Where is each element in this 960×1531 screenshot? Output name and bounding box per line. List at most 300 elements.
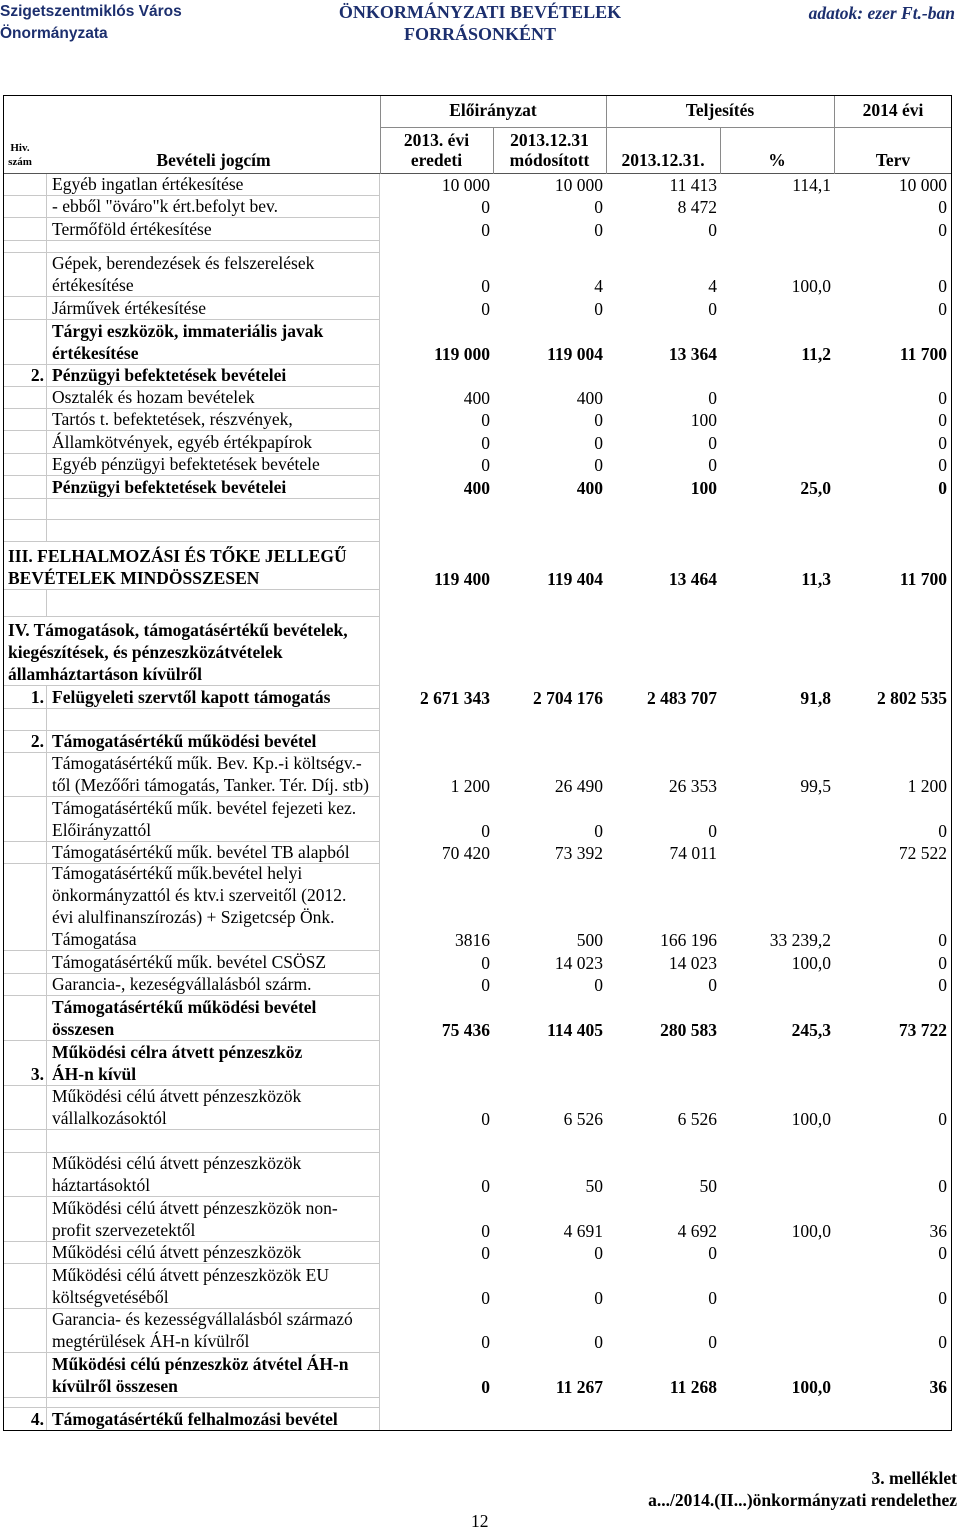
row-number — [3, 1153, 47, 1197]
value-terv-text: 0 — [938, 299, 947, 319]
row-number — [3, 431, 47, 454]
value-modositott — [493, 476, 606, 499]
blank-row — [3, 520, 952, 542]
value-terv-text: 0 — [938, 388, 947, 408]
value-percent — [720, 387, 834, 409]
row-number — [3, 1309, 47, 1353]
value-terv-text: 0 — [938, 455, 947, 475]
row-number — [3, 1353, 47, 1398]
value-teljesites-text: 0 — [708, 1332, 717, 1352]
value-modositott-text: 0 — [594, 299, 603, 319]
value-modositott-text: 11 267 — [555, 1377, 603, 1397]
value-eredeti-text: 0 — [481, 455, 490, 475]
value-percent — [720, 1197, 834, 1242]
value-percent-text: 245,3 — [791, 1020, 831, 1040]
value-percent — [720, 320, 834, 365]
row-number — [3, 520, 47, 542]
row-label — [47, 709, 380, 731]
row-label — [3, 617, 380, 686]
value-modositott — [493, 1242, 606, 1264]
value-percent — [720, 1353, 834, 1398]
value-terv-text: 36 — [929, 1377, 947, 1397]
value-eredeti — [380, 218, 493, 241]
row-label-text: Felügyeleti szervtől kapott támogatás — [52, 687, 331, 707]
value-eredeti — [380, 320, 493, 365]
row-label-text: Államkötvények, egyéb értékpapírok — [52, 432, 312, 452]
value-teljesites-text: 8 472 — [677, 197, 717, 217]
value-terv-text: 0 — [938, 1288, 947, 1308]
value-modositott-text: 0 — [594, 1243, 603, 1263]
value-teljesites — [606, 431, 720, 454]
value-modositott — [493, 864, 606, 951]
document-title-line2: FORRÁSONKÉNT — [403, 24, 556, 44]
row-label — [47, 1309, 380, 1353]
value-terv — [834, 476, 952, 499]
row-label — [47, 196, 380, 218]
value-percent-text: 114,1 — [792, 175, 831, 195]
row-number — [3, 996, 47, 1041]
value-percent — [720, 196, 834, 218]
row-label-text: Működési célú átvett pénzeszközök háztartásoktól — [52, 1153, 302, 1195]
value-modositott — [493, 1264, 606, 1309]
value-modositott — [493, 431, 606, 454]
col-header-percent: % — [768, 150, 786, 170]
value-terv — [834, 731, 952, 753]
value-teljesites-text: 0 — [708, 1243, 717, 1263]
table-row — [3, 753, 952, 797]
value-eredeti — [380, 1041, 493, 1086]
value-modositott — [493, 974, 606, 996]
table-row — [3, 842, 952, 864]
value-modositott — [493, 686, 606, 709]
value-eredeti — [380, 476, 493, 499]
value-percent — [720, 1408, 834, 1431]
row-label — [47, 842, 380, 864]
table-row — [3, 1086, 952, 1130]
value-modositott — [493, 542, 606, 590]
col-header-hiv-szam — [3, 141, 37, 169]
value-terv — [834, 1309, 952, 1353]
row-number — [3, 686, 47, 709]
value-teljesites — [606, 1086, 720, 1130]
table-row — [3, 797, 952, 842]
col-header-eredeti — [380, 130, 493, 170]
row-number — [3, 297, 47, 320]
value-percent — [720, 431, 834, 454]
value-eredeti-text: 0 — [481, 1377, 490, 1397]
value-teljesites-text: 0 — [708, 220, 717, 240]
value-percent — [720, 731, 834, 753]
value-terv-text: 72 522 — [898, 843, 947, 863]
row-number — [3, 731, 47, 753]
value-teljesites — [606, 864, 720, 951]
value-percent-text: 91,8 — [800, 688, 831, 708]
value-terv-text: 0 — [938, 1243, 947, 1263]
value-modositott — [493, 454, 606, 476]
table-row — [3, 996, 952, 1041]
value-modositott-text: 50 — [585, 1176, 603, 1196]
value-percent — [720, 842, 834, 864]
value-teljesites-text: 0 — [708, 299, 717, 319]
row-label-text: Működési célra átvett pénzeszköz ÁH-n kívül — [52, 1042, 303, 1084]
value-teljesites — [606, 454, 720, 476]
value-terv-text: 2 802 535 — [877, 688, 947, 708]
value-terv-text: 0 — [938, 220, 947, 240]
col-header-modositott-line1: 2013.12.31 — [510, 130, 589, 150]
row-label — [47, 297, 380, 320]
table-row — [3, 320, 952, 365]
value-percent — [720, 1153, 834, 1197]
value-terv-text: 0 — [938, 433, 947, 453]
value-eredeti — [380, 1353, 493, 1398]
row-number — [3, 709, 47, 731]
value-terv — [834, 1264, 952, 1309]
table-row — [3, 454, 952, 476]
value-percent-text: 11,2 — [801, 344, 831, 364]
row-number — [3, 1086, 47, 1130]
value-percent — [720, 1264, 834, 1309]
value-eredeti — [380, 1408, 493, 1431]
row-label-text: Működési célú pénzeszköz átvétel ÁH-n kívülről összesen — [52, 1354, 349, 1396]
row-label — [47, 253, 380, 297]
value-eredeti — [380, 753, 493, 797]
row-number-text: 1. — [30, 687, 44, 707]
value-modositott — [493, 617, 606, 686]
row-label — [47, 174, 380, 196]
value-modositott-text: 0 — [594, 1332, 603, 1352]
row-label — [47, 731, 380, 753]
value-terv — [834, 864, 952, 951]
value-percent — [720, 686, 834, 709]
value-teljesites-text: 6 526 — [677, 1109, 717, 1129]
value-percent-text: 100,0 — [791, 276, 831, 296]
row-number — [3, 951, 47, 974]
value-eredeti-text: 0 — [481, 821, 490, 841]
row-label — [47, 1086, 380, 1130]
value-terv — [834, 174, 952, 196]
value-modositott — [493, 365, 606, 387]
value-percent — [720, 951, 834, 974]
value-modositott-text: 400 — [576, 478, 603, 498]
value-percent — [720, 753, 834, 797]
group-header-teljesites: Teljesítés — [685, 100, 755, 120]
regulation-reference: a.../2014.(II...)önkormányzati rendelethez — [648, 1490, 957, 1510]
value-teljesites-text: 280 583 — [660, 1020, 717, 1040]
row-number — [3, 241, 47, 253]
row-label-text: Támogatásértékű műk. bevétel TB alapból — [52, 842, 350, 862]
value-teljesites — [606, 1242, 720, 1264]
col-header-teljesites: 2013.12.31. — [621, 150, 705, 170]
value-teljesites-text: 100 — [690, 478, 717, 498]
row-label-text: Támogatásértékű működési bevétel összesen — [52, 997, 317, 1039]
value-percent — [720, 1041, 834, 1086]
row-label — [47, 520, 380, 542]
table-row — [3, 387, 952, 409]
row-label-text: Garancia- és kezességvállalásból származó megtérülések ÁH-n kívülről — [52, 1309, 353, 1351]
value-eredeti-text: 0 — [481, 276, 490, 296]
value-terv-text: 0 — [938, 1176, 947, 1196]
row-label — [47, 951, 380, 974]
row-number — [3, 320, 47, 365]
value-terv-text: 0 — [938, 410, 947, 430]
row-number — [3, 753, 47, 797]
value-percent-text: 99,5 — [800, 776, 831, 796]
row-label — [47, 1130, 380, 1153]
row-number — [3, 174, 47, 196]
table-row — [3, 431, 952, 454]
value-eredeti-text: 0 — [481, 953, 490, 973]
annex-label: 3. melléklet — [871, 1468, 957, 1488]
value-eredeti-text: 0 — [481, 1176, 490, 1196]
value-eredeti-text: 400 — [463, 388, 490, 408]
value-terv — [834, 996, 952, 1041]
value-terv — [834, 617, 952, 686]
value-eredeti — [380, 617, 493, 686]
value-teljesites-text: 4 — [708, 276, 717, 296]
value-terv-text: 0 — [938, 975, 947, 995]
value-percent — [720, 476, 834, 499]
row-number — [3, 409, 47, 431]
value-eredeti — [380, 1197, 493, 1242]
table-row — [3, 1264, 952, 1309]
value-eredeti-text: 2 671 343 — [420, 688, 490, 708]
value-modositott-text: 400 — [576, 388, 603, 408]
row-number — [3, 974, 47, 996]
value-percent-text: 100,0 — [791, 1377, 831, 1397]
value-modositott — [493, 409, 606, 431]
table-row — [3, 196, 952, 218]
table-row — [3, 365, 952, 387]
value-eredeti-text: 119 000 — [434, 344, 490, 364]
value-terv-text: 0 — [938, 1332, 947, 1352]
row-number — [3, 1264, 47, 1309]
unit-note: adatok: ezer Ft.-ban — [808, 3, 955, 23]
value-eredeti-text: 0 — [481, 433, 490, 453]
value-eredeti — [380, 1086, 493, 1130]
value-teljesites — [606, 974, 720, 996]
row-number — [3, 1242, 47, 1264]
row-label-text: Támogatásértékű felhalmozási bevétel — [52, 1409, 338, 1429]
value-teljesites — [606, 297, 720, 320]
value-eredeti — [380, 842, 493, 864]
value-teljesites-text: 13 364 — [668, 344, 717, 364]
value-modositott-text: 0 — [594, 821, 603, 841]
grid-line — [834, 95, 835, 174]
value-terv-text: 0 — [938, 953, 947, 973]
value-modositott — [493, 196, 606, 218]
value-percent — [720, 365, 834, 387]
group-header-2014: 2014 évi — [862, 100, 924, 120]
row-label-text: Támogatásértékű műk. bevétel CSÖSZ — [52, 952, 327, 972]
value-terv — [834, 365, 952, 387]
row-label — [47, 686, 380, 709]
value-teljesites — [606, 365, 720, 387]
row-label — [47, 974, 380, 996]
row-number — [3, 842, 47, 864]
row-number — [3, 864, 47, 951]
value-eredeti-text: 400 — [463, 478, 490, 498]
value-eredeti — [380, 1264, 493, 1309]
row-number — [3, 797, 47, 842]
value-modositott-text: 500 — [576, 930, 603, 950]
blank-row — [3, 1398, 952, 1408]
value-teljesites-text: 0 — [708, 1288, 717, 1308]
value-modositott-text: 73 392 — [554, 843, 603, 863]
value-terv — [834, 431, 952, 454]
value-terv-text: 0 — [938, 930, 947, 950]
row-label — [3, 542, 380, 590]
value-modositott-text: 4 691 — [563, 1221, 603, 1241]
col-header-eredeti-line2: eredeti — [410, 150, 463, 170]
col-header-hiv-line2: szám — [8, 156, 32, 168]
row-number — [3, 387, 47, 409]
table-row — [3, 1309, 952, 1353]
table-row — [3, 1197, 952, 1242]
row-label — [47, 1264, 380, 1309]
value-teljesites-text: 14 023 — [668, 953, 717, 973]
value-modositott — [493, 797, 606, 842]
row-label — [47, 1398, 380, 1408]
col-header-jogcim: Bevételi jogcím — [156, 150, 271, 170]
table-row — [3, 864, 952, 951]
value-terv — [834, 1242, 952, 1264]
row-label — [47, 1353, 380, 1398]
row-number — [3, 1041, 47, 1086]
value-eredeti — [380, 864, 493, 951]
value-eredeti-text: 0 — [481, 1243, 490, 1263]
value-terv-text: 0 — [938, 1109, 947, 1129]
value-eredeti — [380, 542, 493, 590]
value-terv — [834, 196, 952, 218]
value-terv — [834, 842, 952, 864]
value-modositott — [493, 297, 606, 320]
value-percent — [720, 454, 834, 476]
blank-row — [3, 709, 952, 731]
value-eredeti — [380, 686, 493, 709]
value-teljesites-text: 13 464 — [668, 569, 717, 589]
value-eredeti-text: 119 400 — [434, 569, 490, 589]
value-terv — [834, 297, 952, 320]
value-eredeti — [380, 431, 493, 454]
row-label — [47, 753, 380, 797]
row-label-text: - ebből "öváro"k ért.befolyt bev. — [52, 196, 278, 216]
row-label — [47, 476, 380, 499]
value-modositott — [493, 842, 606, 864]
col-header-modositott — [493, 130, 606, 170]
value-terv-text: 0 — [938, 821, 947, 841]
row-label-text: Garancia-, kezeségvállalásból szárm. — [52, 974, 312, 994]
value-percent — [720, 797, 834, 842]
value-terv-text: 36 — [929, 1221, 947, 1241]
row-number — [3, 454, 47, 476]
table-row — [3, 253, 952, 297]
value-modositott-text: 2 704 176 — [533, 688, 603, 708]
value-terv — [834, 753, 952, 797]
value-modositott-text: 0 — [594, 1288, 603, 1308]
blank-row — [3, 499, 952, 520]
grid-line — [493, 127, 494, 174]
value-teljesites-text: 0 — [708, 433, 717, 453]
value-modositott — [493, 753, 606, 797]
value-percent-text: 11,3 — [801, 569, 831, 589]
row-label — [47, 499, 380, 520]
grid-line — [720, 127, 721, 174]
value-teljesites-text: 74 011 — [669, 843, 717, 863]
value-eredeti — [380, 951, 493, 974]
value-terv — [834, 686, 952, 709]
value-percent — [720, 1309, 834, 1353]
value-percent — [720, 297, 834, 320]
value-modositott-text: 119 404 — [547, 569, 603, 589]
row-label — [47, 1242, 380, 1264]
grid-line — [380, 127, 952, 128]
row-label-text: Támogatásértékű műk.bevétel helyi önkormányzattól és ktv.i szerveitől (2012. évi alulfinanszírozás) + Szigetcsép Önk. Támogatása — [52, 863, 347, 949]
row-label-text: Tárgyi eszközök, immateriális javak értékesítése — [52, 321, 324, 363]
value-modositott-text: 4 — [594, 276, 603, 296]
table-row — [3, 974, 952, 996]
row-number-text: 4. — [30, 1409, 44, 1429]
value-eredeti — [380, 974, 493, 996]
value-teljesites — [606, 731, 720, 753]
value-modositott — [493, 320, 606, 365]
value-teljesites — [606, 797, 720, 842]
row-label — [47, 590, 380, 617]
value-teljesites — [606, 1408, 720, 1431]
value-eredeti-text: 0 — [481, 197, 490, 217]
value-percent — [720, 218, 834, 241]
value-teljesites — [606, 951, 720, 974]
value-teljesites — [606, 686, 720, 709]
row-number — [3, 253, 47, 297]
value-terv-text: 10 000 — [898, 175, 947, 195]
row-number — [3, 476, 47, 499]
value-modositott — [493, 1353, 606, 1398]
value-terv — [834, 542, 952, 590]
value-teljesites-text: 0 — [708, 975, 717, 995]
blank-row — [3, 1130, 952, 1153]
value-teljesites-text: 0 — [708, 821, 717, 841]
row-label-text: Működési célú átvett pénzeszközök — [52, 1242, 302, 1262]
value-modositott — [493, 951, 606, 974]
value-percent-text: 33 239,2 — [769, 930, 831, 950]
value-modositott — [493, 1153, 606, 1197]
col-header-eredeti-line1: 2013. évi — [403, 130, 470, 150]
value-modositott-text: 119 004 — [547, 344, 603, 364]
row-label — [47, 1041, 380, 1086]
value-modositott-text: 10 000 — [554, 175, 603, 195]
value-percent-text: 100,0 — [791, 953, 831, 973]
value-percent-text: 25,0 — [800, 478, 831, 498]
value-teljesites — [606, 996, 720, 1041]
value-teljesites-text: 11 413 — [669, 175, 717, 195]
municipality-name-line1: Szigetszentmiklós Város — [0, 3, 182, 20]
table-row — [3, 617, 952, 686]
value-modositott — [493, 1197, 606, 1242]
value-modositott — [493, 253, 606, 297]
value-modositott-text: 0 — [594, 455, 603, 475]
value-eredeti — [380, 996, 493, 1041]
blank-row — [3, 590, 952, 617]
value-percent — [720, 409, 834, 431]
value-teljesites — [606, 387, 720, 409]
value-teljesites — [606, 196, 720, 218]
value-modositott — [493, 387, 606, 409]
value-terv — [834, 320, 952, 365]
value-teljesites — [606, 409, 720, 431]
value-modositott — [493, 731, 606, 753]
municipality-name-line2: Önormányzata — [0, 25, 108, 42]
value-teljesites-text: 166 196 — [660, 930, 717, 950]
